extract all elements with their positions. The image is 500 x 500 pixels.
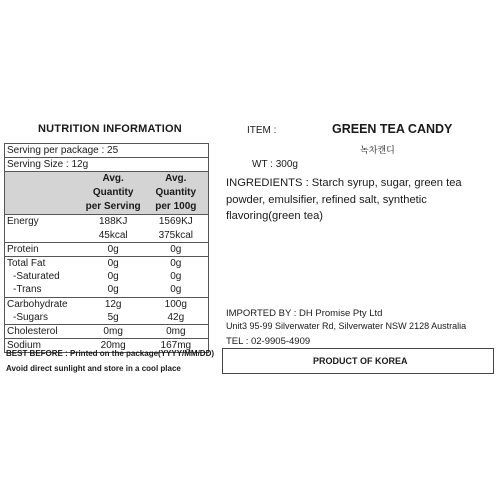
origin-box (222, 348, 494, 374)
table-header (5, 172, 209, 215)
best-before: BEST BEFORE : Printed on the package(YYYY/MM/DD) (6, 349, 215, 358)
table-row: -Saturated 0g 0g (13, 271, 182, 283)
header-per-serving: Avg. Quantity per Serving (83, 172, 144, 215)
weight: WT : 300g (252, 159, 298, 170)
table-row: Energy 188KJ 1569KJ (7, 216, 193, 228)
korean-name: 녹차캔디 (360, 145, 395, 155)
table-row: 45kcal 375kcal (98, 229, 194, 241)
serving-size: Serving Size : 12g (5, 158, 209, 172)
table-row: -Trans 0g 0g (13, 284, 182, 296)
header-per-100g: Avg. Quantity per 100g (144, 172, 209, 215)
importer-address: Unit3 95-99 Silverwater Rd, Silverwater NSW 2128 Australia (226, 321, 467, 331)
table-row: Cholesterol 0mg 0mg (5, 324, 209, 338)
storage-instructions: Avoid direct sunlight and store in a cool place (6, 364, 181, 373)
servings-per-package: Serving per package : 25 (5, 144, 209, 158)
nutrition-title: NUTRITION INFORMATION (38, 123, 182, 135)
table-row: Sodium 20mg 167mg (5, 339, 209, 353)
item-name: GREEN TEA CANDY (332, 122, 453, 136)
item-label: ITEM : (247, 125, 277, 136)
table-row: Protein 0g 0g (5, 242, 209, 256)
ingredients: INGREDIENTS : Starch syrup, sugar, green tea powder, emulsifier, refined salt, synthetic flavoring(green tea) (226, 177, 462, 222)
imported-by: IMPORTED BY : DH Promise Pty Ltd (226, 308, 383, 319)
product-origin: PRODUCT OF KOREA (313, 356, 408, 366)
nutrition-table (4, 143, 209, 353)
table-row: -Sugars 5g 42g (13, 311, 185, 323)
table-row: Carbohydrate 12g 100g (5, 297, 209, 311)
table-row: Total Fat 0g 0g (5, 256, 209, 270)
importer-tel: TEL : 02-9905-4909 (226, 336, 311, 347)
